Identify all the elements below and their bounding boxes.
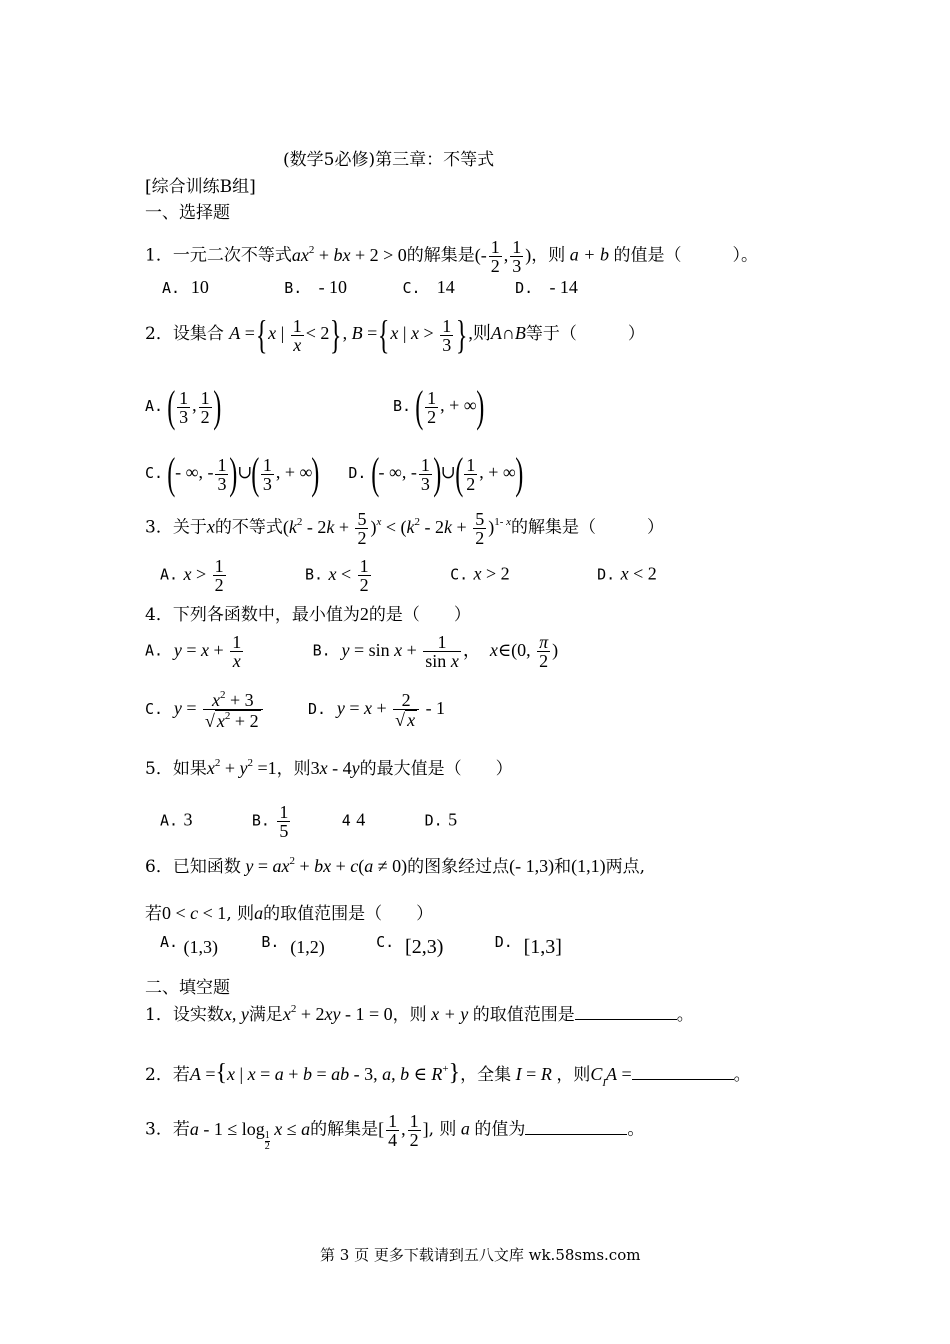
q5-option-b-label: B. [251,811,270,830]
q4-options-ab [145,633,558,670]
q5-number: 5． [145,759,173,779]
fill-1 [145,1003,694,1026]
f3-interval: [ $\frac{1}{4}$ , $\frac{1}{2}$ ] [378,1111,429,1150]
q3-option-b-label: B. [305,565,324,584]
q5-expr: 3x - 4y [310,758,360,778]
q3-options [160,557,657,594]
page-subtitle: [综合训练B组] [145,177,256,197]
f2-number: 2． [145,1065,173,1085]
f2-answer-blank[interactable] [632,1065,734,1080]
q5-option-a-label: A. [160,811,179,830]
f3-answer-blank[interactable] [525,1120,627,1135]
q1-interval: (- $\frac{1}{2}$ , $\frac{1}{3}$ ) [474,237,532,276]
f1-stem: 设实数 [172,1005,224,1025]
page-footer: 第 3 页 更多下载请到五八文库 wk.58sms.com [320,1246,641,1264]
f2-stem: 若 [172,1065,190,1085]
f3-stem-4: 的值为 [474,1119,526,1140]
q1-option-d-label: D. [515,279,534,297]
q3-option-b: x < $\frac{1}{2}$ [328,556,369,595]
q2-stem: 设集合 [172,324,224,345]
q2-option-a-row [145,382,221,431]
q3-var: x [206,516,215,537]
q5-option-b: $\frac{1}{5}$ [279,802,289,841]
question-2 [145,312,645,357]
q1-option-b-label: B. [284,279,303,297]
q3-option-c: x > 2 [473,563,510,584]
q3-option-a-label: A. [160,565,179,584]
q4-option-b-label: B. [312,641,331,660]
q4-stem: 下列各函数中，最小值为 [172,605,360,625]
section-choice: 一、选择题 [145,203,230,223]
q2-option-c-label: C. [145,464,164,483]
f3-stem-2: 的解集是 [310,1119,379,1140]
q5-option-c: 4 [356,809,366,830]
q5-option-c-label: 4 [341,811,351,830]
q2-number: 2． [145,324,173,345]
q6-option-b-label: B. [261,933,280,951]
q1-option-c-label: C. [402,279,421,297]
q2-stem-2: 等于（ ） [525,324,645,345]
q1-stem: 一元二次不等式 [172,245,292,266]
q5-formula: $x^2 + y^2 =1$ [206,757,277,778]
q6-var: a [254,903,264,923]
q4-option-b: y = sin x + $\frac{1}{\text{sin x}}$ ， x∈(0, $\frac{\pi}{2}$ ) [341,632,559,671]
f1-stem-2: 满足 [248,1005,283,1025]
q6-stem-7: 的取值范围是（ ） [263,904,434,924]
f1-number: 1． [145,1005,173,1025]
q1-number: 1． [145,245,173,266]
q1-option-b: - 10 [318,277,348,297]
question-6-line-2 [145,902,433,925]
q5-stem-3: 的最大值是（ ） [359,759,513,779]
f1-tail: 。 [676,1005,694,1025]
q6-formula: $y = ax^2$ + bx + c(a ≠ 0) [245,855,408,876]
q6-stem-5: 若 [145,904,162,924]
f1-formula: $x^2 + 2xy - 1 = 0$ [282,1003,393,1024]
q1-option-a-label: A. [162,279,181,297]
q2-option-d: (- ∞, - $\frac{1}{3}$ )∪( $\frac{1}{2}$ , + ∞) [371,449,524,498]
q2-option-cd-row [145,449,524,498]
q4-option-c: y = $\frac{x^2 + 3}{√ x^2 + 2}$ [174,698,265,718]
f1-stem-4: 的取值范围是 [472,1005,575,1025]
q1-option-c: 14 [436,277,455,297]
q6-stem-3: 和 [554,857,572,877]
q3-option-d: x < 2 [620,563,657,584]
q4-option-d: y = x + $\frac{2}{√ x}$ - 1 [336,690,446,730]
q6-point-1: (- 1,3) [509,856,555,876]
page-title: (数学5必修)第三章：不等式 [283,150,495,170]
q6-stem-6: , 则 [226,904,255,924]
q6-option-c: [2,3) [405,936,444,958]
q3-option-c-label: C. [450,565,469,584]
f2-stem-3: ，则 [556,1065,591,1085]
q3-stem-3: 的解集是（ ） [511,517,664,538]
q5-options [160,803,457,840]
question-1 [145,238,758,275]
f1-vars: x, y [223,1004,249,1024]
f1-expr: x + y [426,1004,473,1024]
q3-stem: 关于 [172,517,207,538]
q5-option-a: 3 [183,809,193,830]
fill-2 [145,1058,751,1091]
q4-option-a-label: A. [145,641,164,660]
f3-var: a [456,1118,475,1139]
q4-option-d-label: D. [307,700,327,719]
q2-option-a-label: A. [145,397,164,416]
q6-point-2: (1,1) [571,856,606,876]
q1-formula: $ax^2$ + bx + 2 > 0 [291,243,407,265]
f2-tail: 。 [733,1065,751,1085]
q6-stem-2: 的图象经过点 [407,857,510,877]
q6-stem: 已知函数 [172,857,241,877]
q6-option-d: [1,3] [523,936,562,958]
q6-option-c-label: C. [376,933,395,951]
f3-stem: 若 [172,1119,190,1140]
f2-stem-2: ，全集 [460,1065,512,1085]
q1-option-a: 10 [190,277,209,297]
f3-tail: 。 [627,1119,645,1140]
q6-stem-4: 两点, [605,857,646,877]
q4-number: 4． [145,605,173,625]
q1-stem-2: 的解集是 [406,245,475,266]
q4-option-c-label: C. [145,700,164,719]
q4-options-cd [145,690,445,730]
q3-option-d-label: D. [597,565,616,584]
f1-stem-3: ，则 [392,1005,427,1025]
question-5 [145,757,513,780]
q4-option-a: y = x + $\frac{1}{x}$ [173,632,242,671]
q2-option-b-label: B. [393,397,412,416]
q1-stem-4: 的值是（ ）。 [613,245,758,266]
q6-option-d-label: D. [494,933,513,951]
q1-option-d: - 14 [549,277,578,297]
q2-option-a: ( $\frac{1}{3}$ , $\frac{1}{2}$ ) [167,382,221,431]
q3-formula: ($k^2 - 2k$ + $\frac{5}{2}$ )$^x < (k^2 - 2k$ + $\frac{5}{2}$ )$^{1- x}$ [282,509,511,548]
f3-number: 3． [145,1119,173,1140]
fill-3 [145,1112,644,1152]
question-3 [145,510,664,547]
q2-option-b: ( $\frac{1}{2}$ , + ∞) [415,382,484,431]
q4-value: 2 [359,604,369,624]
q5-option-d: 5 [448,809,458,830]
q5-stem: 如果 [172,759,207,779]
q5-option-d-label: D. [424,811,443,830]
question-4 [145,603,471,626]
q6-number: 6． [145,857,173,877]
f3-formula: a - 1 ≤ log $\frac{1}{2}$ x ≤ a [189,1118,311,1152]
q6-options [160,933,562,960]
q2-option-d-label: D. [348,464,367,483]
f3-stem-3: , 则 [428,1119,457,1140]
q2-option-c: (- ∞, - $\frac{1}{3}$ )∪( $\frac{1}{3}$ , + ∞) [167,449,320,498]
q3-number: 3． [145,517,173,538]
question-6 [145,855,645,878]
f1-answer-blank[interactable] [575,1005,677,1020]
q1-sum: a + b [565,244,614,265]
q1-options [162,276,578,299]
q5-stem-2: ，则 [276,759,311,779]
section-fill: 二、填空题 [145,978,230,998]
q6-option-a-label: A. [160,933,179,951]
q3-stem-2: 的不等式 [214,517,283,538]
f2-universe: I = R [515,1064,552,1084]
q2-formula: A ={x | $\frac{1}{x}$ < 2}, B ={x | x > $\frac{1}{3}$ },则A∩B [229,312,526,357]
q6-option-a: (1,3) [183,937,218,957]
q4-stem-2: 的是（ ） [368,605,471,625]
q6-condition: 0 < c < 1 [162,903,227,923]
f2-formula: A ={x | x = a + b = ab - 3, a, b ∈ R+} [189,1060,461,1086]
f2-complement: $C_IA$ = [590,1064,632,1089]
q2-option-b-row [393,382,484,431]
q3-option-a: x > $\frac{1}{2}$ [183,556,224,595]
q6-option-b: (1,2) [290,937,325,957]
q1-stem-3: ，则 [531,245,566,266]
